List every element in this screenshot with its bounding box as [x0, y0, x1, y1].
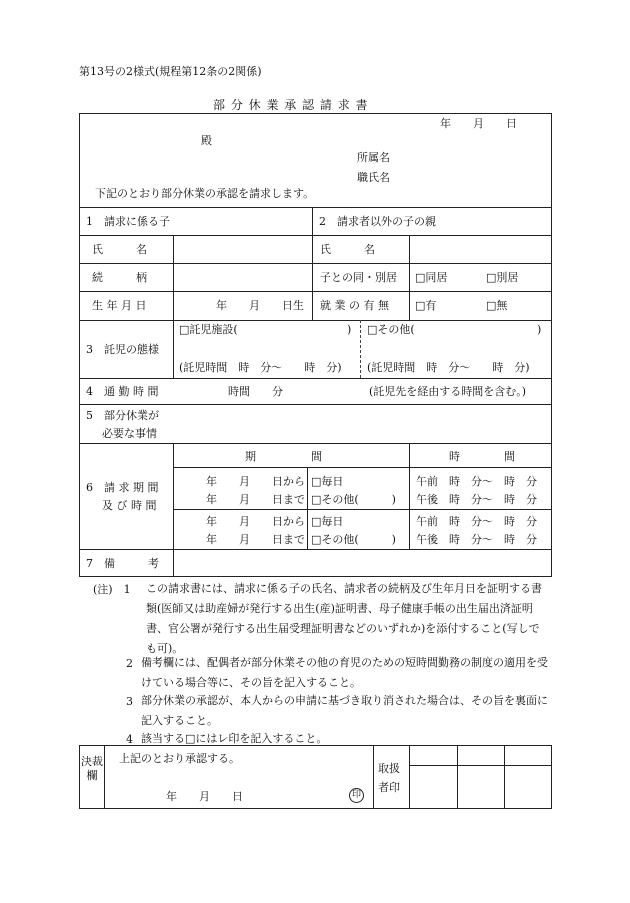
cohab-same-checkbox[interactable]: □同居: [415, 271, 448, 284]
section-1-label: 1 請求に係る子: [86, 215, 170, 228]
note-1-text: この請求書には、請求に係る子の氏名、請求者の続柄及び生年月日を証明する書類(医師又は助産婦が発行する出生(産)証明書、母子健康手帳の出生届出済証明書、官公署が発行する出生届受理証明書などのいずれか)を添付すること(写しでも可)。: [146, 582, 542, 655]
rule: [307, 467, 308, 549]
rule: [504, 745, 505, 809]
rule: [457, 745, 458, 809]
rule: [409, 235, 410, 320]
employed-no-checkbox[interactable]: □無: [486, 299, 508, 312]
care-other-close: ): [537, 323, 542, 336]
note-4-text: 該当する□にはレ印を記入すること。: [141, 732, 328, 745]
care-other-checkbox[interactable]: □その他(: [367, 323, 415, 336]
note-1-label: (注) 1: [93, 583, 131, 596]
section-5-label-2: 必要な事情: [102, 427, 157, 440]
job-name-label: 職氏名: [357, 171, 390, 184]
approval-label: 決裁欄: [81, 755, 103, 782]
cohabitation-label: 子との同・別居: [320, 271, 397, 284]
rule: [79, 263, 552, 264]
note-2-text: 備考欄には、配偶者が部分休業その他の育児のための短時間勤務の制度の適用を受けている場合等に、その旨を記入すること。: [141, 656, 548, 689]
rule: [409, 765, 552, 766]
rule: [79, 443, 552, 444]
period-1-other-checkbox[interactable]: □その他( ): [311, 493, 396, 506]
request-date: 年 月 日: [440, 117, 517, 130]
handler-seal-label: 取扱者印: [378, 762, 400, 794]
time-header: 時 間: [449, 450, 515, 463]
employment-label: 就 業 の 有 無: [320, 299, 389, 312]
rule: [79, 404, 552, 405]
employed-yes-checkbox[interactable]: □有: [415, 299, 437, 312]
birthdate-value: 年 月 日生: [216, 299, 304, 312]
birthdate-label: 生 年 月 日: [92, 299, 147, 312]
care-facility-checkbox[interactable]: □託児施設(: [179, 323, 238, 336]
seal-icon: 印: [349, 788, 364, 803]
parent-name-label: 氏 名: [320, 243, 375, 256]
rule: [173, 443, 174, 577]
child-name-label: 氏 名: [92, 243, 147, 256]
commute-value: 時間 分: [228, 385, 283, 398]
period-1-to: 年 月 日まで: [206, 493, 305, 506]
section-6-label-2: 及 び 時 間: [102, 499, 157, 512]
care-time-left: (託児時間 時 分〜 時 分): [179, 361, 342, 374]
rule: [79, 549, 552, 550]
approval-text: 上記のとおり承認する。: [119, 752, 240, 765]
rule: [79, 291, 552, 292]
rule: [79, 320, 552, 321]
rule: [312, 207, 313, 320]
commute-note: (託児先を経由する時間を含む。): [369, 385, 527, 398]
rule-dashed: [360, 320, 361, 378]
addressee: 殿: [201, 134, 212, 147]
section-6-label-1: 6 請 求 期 間: [86, 481, 159, 494]
cohab-separate-checkbox[interactable]: □別居: [486, 271, 519, 284]
section-2-label: 2 請求者以外の子の親: [319, 215, 436, 228]
section-4-label: 4 通 勤 時 間: [86, 385, 159, 398]
period-1-from: 年 月 日から: [206, 475, 305, 488]
period-1-everyday-checkbox[interactable]: □毎日: [311, 475, 344, 488]
rule: [173, 467, 552, 468]
rule: [79, 235, 552, 236]
care-facility-close: ): [347, 323, 352, 336]
period-1-pm: 午後 時 分〜 時 分: [416, 493, 537, 506]
note-3-label: 3: [126, 695, 133, 708]
rule: [409, 745, 410, 809]
rule: [79, 378, 552, 379]
section-3-label: 3 託児の態様: [86, 343, 159, 356]
rule: [104, 745, 105, 809]
note-2-label: 2: [126, 657, 133, 670]
relation-label: 続 柄: [92, 271, 147, 284]
section-7-label: 7 備 考: [86, 557, 159, 570]
period-header: 期 間: [245, 450, 322, 463]
rule: [173, 509, 552, 510]
section-5-label-1: 5 部分休業が: [86, 409, 159, 422]
period-2-pm: 午後 時 分〜 時 分: [416, 533, 537, 546]
period-2-from: 年 月 日から: [206, 515, 305, 528]
approval-date: 年 月 日: [166, 790, 243, 803]
note-3-text: 部分休業の承認が、本人からの申請に基づき取り消された場合は、その旨を裏面に記入すること。: [141, 694, 548, 727]
request-text: 下記のとおり部分休業の承認を請求します。: [95, 187, 315, 200]
rule: [173, 235, 174, 378]
form-number: 第13号の2様式(規程第12条の2関係): [79, 65, 262, 78]
rule: [373, 745, 374, 809]
period-2-to: 年 月 日まで: [206, 533, 305, 546]
form-title: 部 分 休 業 承 認 請 求 書: [213, 98, 369, 112]
note-4-label: 4: [126, 733, 133, 746]
period-2-am: 午前 時 分〜 時 分: [416, 515, 537, 528]
rule: [409, 443, 410, 549]
period-2-everyday-checkbox[interactable]: □毎日: [311, 515, 344, 528]
rule: [79, 207, 552, 208]
period-1-am: 午前 時 分〜 時 分: [416, 475, 537, 488]
care-time-right: (託児時間 時 分〜 時 分): [367, 361, 530, 374]
affiliation-label: 所属名: [357, 151, 390, 164]
period-2-other-checkbox[interactable]: □その他( ): [311, 533, 396, 546]
